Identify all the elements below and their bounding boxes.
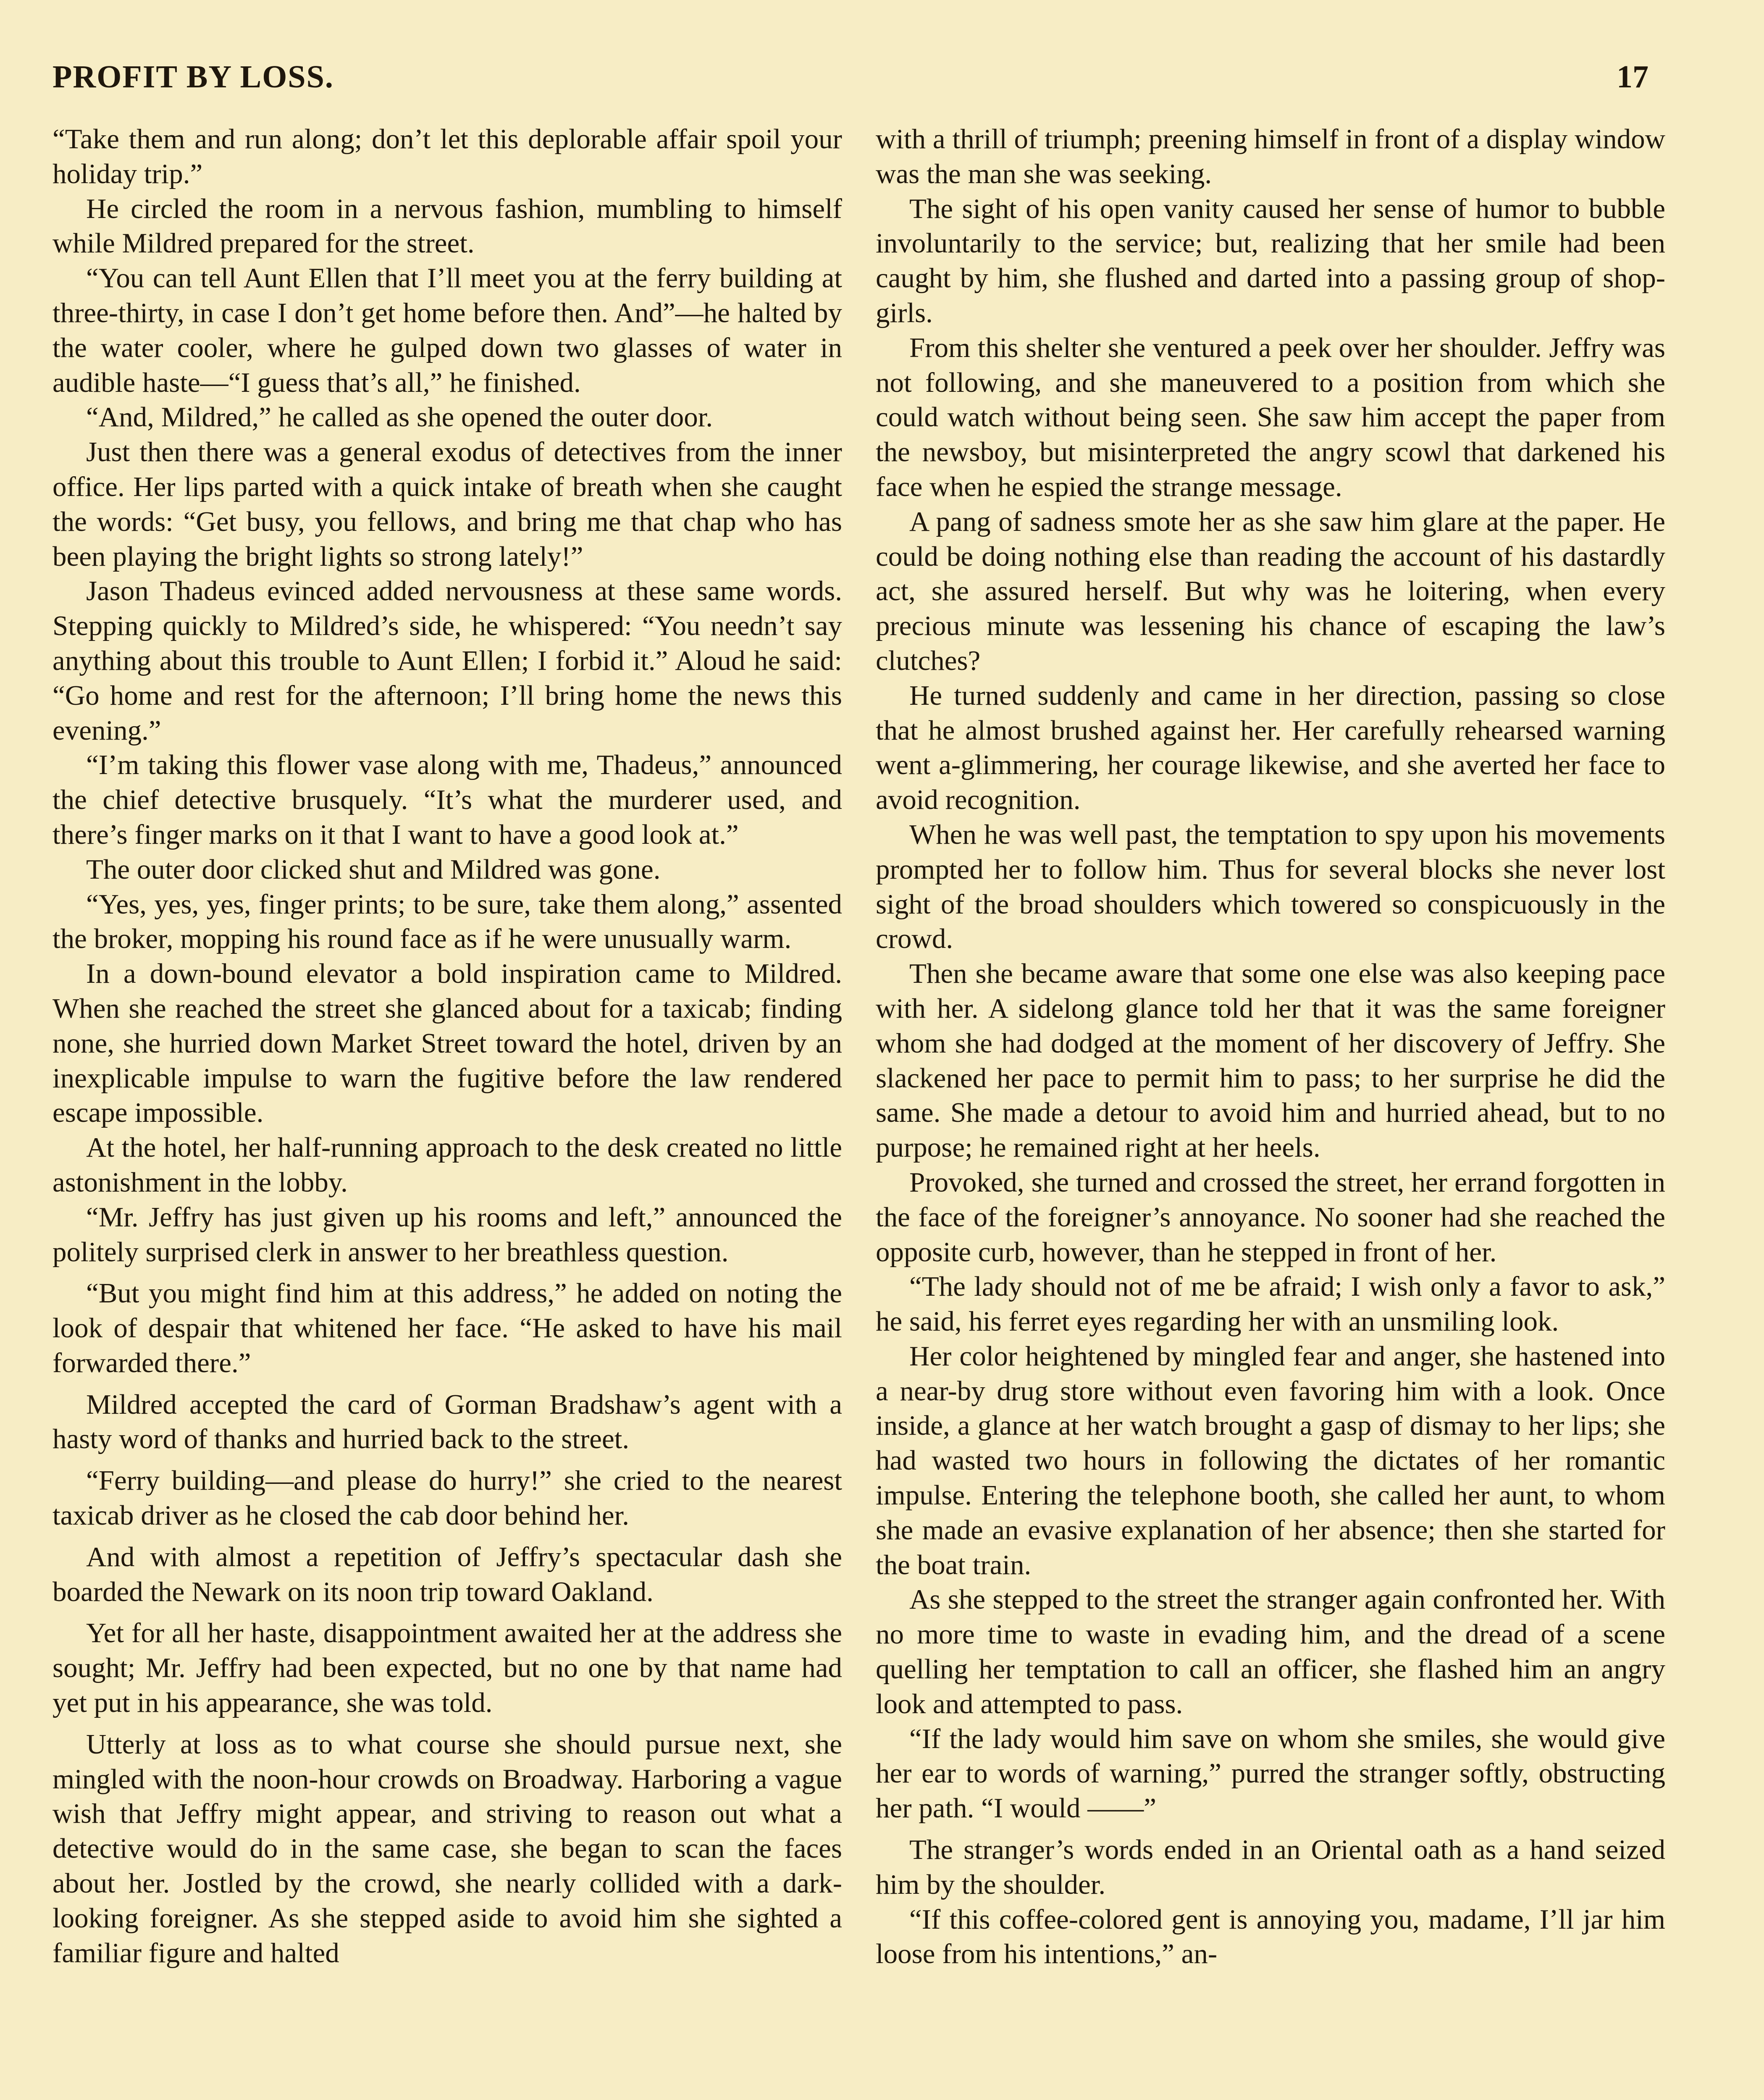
paragraph: “The lady should not of me be afraid; I wish only a favor to ask,” he said, his ferret eyes regarding her with an unsmiling look. [876,1271,1665,1337]
paragraph: Mildred accepted the card of Gorman Bradshaw’s agent with a hasty word of thanks and hurried back to the street. [52,1389,842,1455]
paragraph: He circled the room in a nervous fashion, mumbling to himself while Mildred prepared for the street. [52,193,842,259]
left-column [52,122,842,2100]
paragraph: He turned suddenly and came in her direction, passing so close that he almost brushed against her. Her carefully rehearsed warning went a-glimmering, her courage likewise, and she averted her face to avoid recognition. [876,680,1665,816]
paragraph: Her color heightened by mingled fear and anger, she hastened into a near-by drug store without even favoring him with a look. Once inside, a glance at her watch brought a gasp of dismay to her lips; she had wasted two hours in following the dictates of her romantic impulse. Entering the telephone booth, she called her aunt, to whom she made an evasive explanation of her absence; then she started for the boat train. [876,1340,1665,1580]
paragraph: “Yes, yes, yes, finger prints; to be sure, take them along,” assented the broker, mopping his round face as if he were unusually warm. [52,888,842,955]
paragraph: From this shelter she ventured a peek over her shoulder. Jeffry was not following, and she maneuvered to a position from which she could watch without being seen. She saw him accept the paper from the newsboy, but misinterpreted the angry scowl that darkened his face when he espied the strange message. [876,332,1665,502]
paragraph: Utterly at loss as to what course she should pursue next, she mingled with the noon-hour crowds on Broadway. Harboring a vague wish that Jeffry might appear, and striving to reason out what a detective would do in the same case, she began to scan the faces about her. Jostled by the crowd, she nearly collided with a dark-looking foreigner. As she stepped aside to avoid him she sighted a familiar figure and halted [52,1728,842,1969]
paragraph: “If this coffee-colored gent is annoying you, madame, I’ll jar him loose from his intentions,” an- [876,1903,1665,1970]
paragraph: And with almost a repetition of Jeffry’s spectacular dash she boarded the Newark on its noon trip toward Oakland. [52,1541,842,1607]
paragraph: “And, Mildred,” he called as she opened the outer door. [86,402,713,433]
paragraph: Just then there was a general exodus of detectives from the inner office. Her lips parted with a quick intake of breath when she caught the words: “Get busy, you fellows, and bring me that chap who has been playing the bright lights so strong lately!” [52,436,842,572]
paragraph: At the hotel, her half-running approach to the desk created no little astonishment in the lobby. [52,1132,842,1198]
paragraph: Then she became aware that some one else was also keeping pace with her. A sidelong glance told her that it was the same foreigner whom she had dodged at the moment of her discovery of Jeffry. She slackened her pace to permit him to pass; to her surprise he did the same. She made a detour to avoid him and hurried ahead, but to no purpose; he remained right at her heels. [876,958,1665,1163]
paragraph: Yet for all her haste, disappointment awaited her at the address she sought; Mr. Jeffry had been expected, but no one by that name had yet put in his appearance, she was told. [52,1617,842,1719]
paragraph: The outer door clicked shut and Mildred was gone. [86,853,661,885]
paragraph: “I’m taking this flower vase along with me, Thadeus,” announced the chief detective brusquely. “It’s what the murderer used, and there’s finger marks on it that I want to have a good look at.” [52,749,842,850]
paragraph: Jason Thadeus evinced added nervousness at these same words. Stepping quickly to Mildred’s side, he whispered: “You needn’t say anything about this trouble to Aunt Ellen; I forbid it.” Aloud he said: “Go home and rest for the afternoon; I’ll bring home the news this evening.” [52,575,842,746]
paragraph: Provoked, she turned and crossed the street, her errand forgotten in the face of the foreigner’s annoyance. No sooner had she reached the opposite curb, however, than he stepped in front of her. [876,1166,1665,1268]
paragraph: “Mr. Jeffry has just given up his rooms and left,” announced the politely surprised clerk in answer to her breathless question. [52,1201,842,1268]
paragraph: The stranger’s words ended in an Oriental oath as a hand seized him by the shoulder. [876,1834,1665,1900]
paragraph: The sight of his open vanity caused her sense of humor to bubble involuntarily to the service; but, realizing that her smile had been caught by him, she flushed and darted into a passing group of shop-girls. [876,193,1665,328]
page-number: 17 [1617,59,1648,94]
right-column [876,122,1665,2100]
paragraph: “Take them and run along; don’t let this deplorable affair spoil your holiday trip.” [52,123,842,189]
paragraph: “But you might find him at this address,” he added on noting the look of despair that whitened her face. “He asked to have his mail forwarded there.” [52,1278,842,1378]
page-header [52,59,1648,105]
paragraph: “Ferry building—and please do hurry!” she cried to the nearest taxicab driver as he closed the cab door behind her. [52,1465,842,1531]
paragraph: When he was well past, the temptation to spy upon his movements prompted her to follow him. Thus for several blocks she never lost sight of the broad shoulders which towered so conspicuously in the crowd. [876,819,1665,955]
paragraph: In a down-bound elevator a bold inspiration came to Mildred. When she reached the street she glanced about for a taxicab; finding none, she hurried down Market Street toward the hotel, driven by an inexplicable impulse to warn the fugitive before the law rendered escape impossible. [52,958,842,1129]
paragraph: “If the lady would him save on whom she smiles, she would give her ear to words of warning,” purred the stranger softly, obstructing her path. “I would ——” [876,1723,1665,1824]
paragraph: As she stepped to the street the stranger again confronted her. With no more time to waste in evading him, and the dread of a scene quelling her temptation to call an officer, she flashed him an angry look and attempted to pass. [876,1584,1665,1719]
running-title: PROFIT BY LOSS. [52,59,334,94]
paragraph: A pang of sadness smote her as she saw him glare at the paper. He could be doing nothing else than reading the account of his dastardly act, she assured herself. But why was he loitering, when every precious minute was lessening his chance of escaping the law’s clutches? [876,506,1665,676]
paragraph: with a thrill of triumph; preening himself in front of a display window was the man she was seeking. [876,123,1665,189]
paragraph: “You can tell Aunt Ellen that I’ll meet you at the ferry building at three-thirty, in case I don’t get home before then. And”—he halted by the water cooler, where he gulped down two glasses of water in audible haste—“I guess that’s all,” he finished. [52,262,842,398]
